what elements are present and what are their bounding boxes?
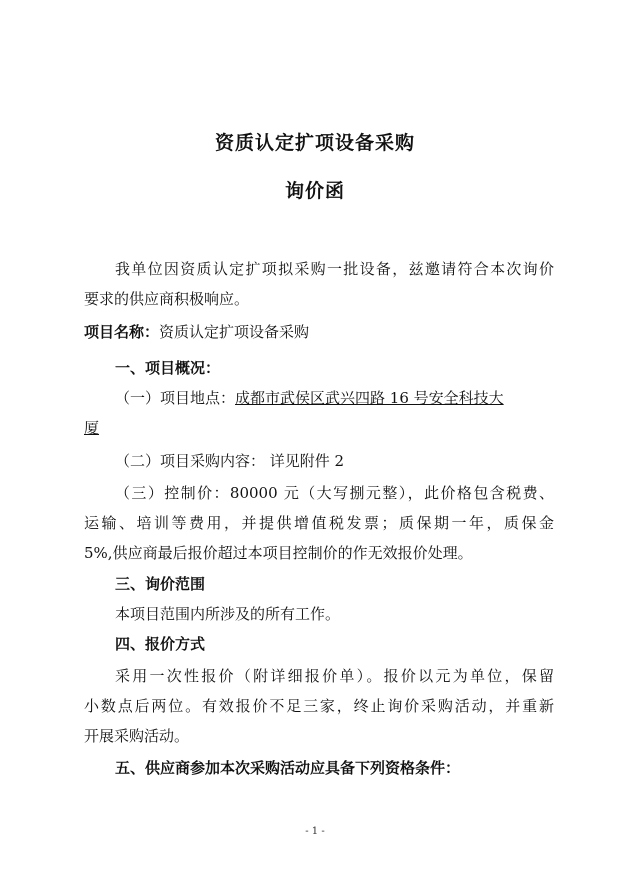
location-label: （一）项目地点： bbox=[115, 389, 236, 407]
page-number: - 1 - bbox=[305, 826, 325, 837]
section-4-line-2: 小数点后两位。有效报价不足三家，终止询价采购活动，并重新 bbox=[84, 697, 554, 715]
location-value-cont: 厦 bbox=[84, 419, 100, 437]
control-price-line-2: 运输、培训等费用，并提供增值税发票；质保期一年，质保金 bbox=[84, 514, 554, 532]
intro-line-2: 要求的供应商积极响应。 bbox=[84, 290, 250, 308]
control-price-line-3: 5%,供应商最后报价超过本项目控制价的作无效报价处理。 bbox=[84, 544, 473, 562]
location-row bbox=[84, 388, 554, 408]
section-4-line-3: 开展采购活动。 bbox=[84, 727, 190, 745]
section-4-line-1: 采用一次性报价（附详细报价单）。报价以元为单位，保留 bbox=[115, 667, 554, 685]
section-3-heading: 三、询价范围 bbox=[115, 575, 206, 593]
document-title: 资质认定扩项设备采购 bbox=[214, 132, 415, 154]
intro-line-1: 我单位因资质认定扩项拟采购一批设备，兹邀请符合本次询价 bbox=[115, 260, 554, 278]
section-3-text: 本项目范围内所涉及的所有工作。 bbox=[115, 605, 341, 623]
control-price-line-1: （三）控制价：80000 元（大写捌元整），此价格包含税费、 bbox=[115, 484, 554, 502]
location-value: 成都市武侯区武兴四路 16 号安全科技大 bbox=[235, 389, 504, 407]
section-1-heading: 一、项目概况： bbox=[115, 359, 221, 377]
section-4-heading: 四、报价方式 bbox=[115, 635, 206, 653]
document-subtitle: 询价函 bbox=[284, 180, 345, 202]
project-name-label: 项目名称： bbox=[84, 323, 160, 341]
project-name-row bbox=[84, 322, 554, 342]
project-name-value: 资质认定扩项设备采购 bbox=[159, 323, 310, 341]
section-5-heading: 五、供应商参加本次采购活动应具备下列资格条件： bbox=[115, 759, 461, 777]
procurement-content: （二）项目采购内容： 详见附件 2 bbox=[115, 452, 345, 470]
